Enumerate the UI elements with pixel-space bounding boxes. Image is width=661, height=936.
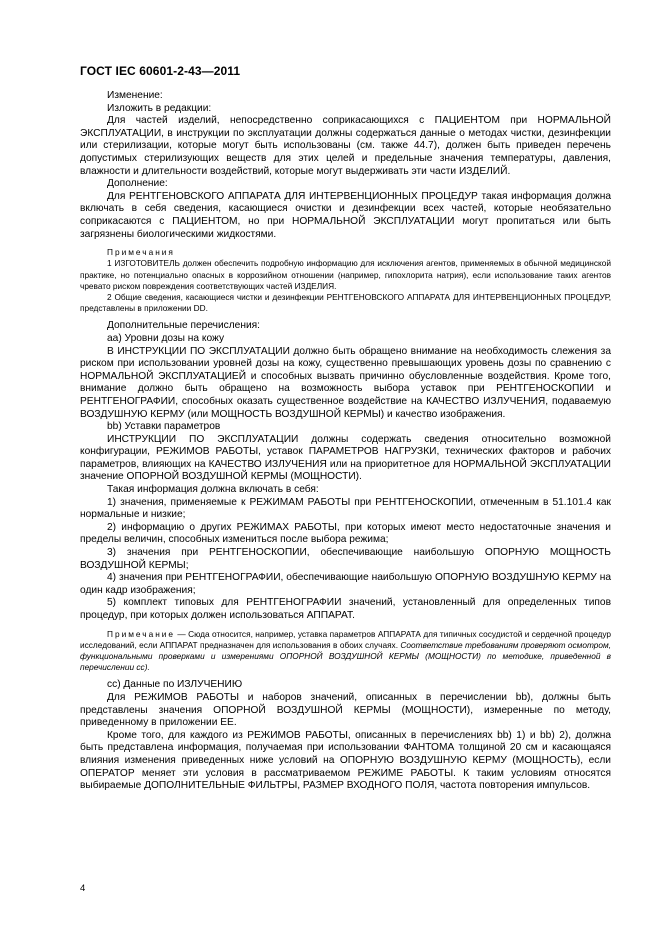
list-item: 2) информацию о других РЕЖИМАХ РАБОТЫ, при которых имеют место недостаточные значения и пределы величин, способных измениться после выбора режима;: [80, 521, 611, 546]
paragraph: ИНСТРУКЦИИ ПО ЭКСПЛУАТАЦИИ должны содержать сведения относительно возможной конфигурации, РЕЖИМОВ РАБОТЫ, уставок ПАРАМЕТРОВ НАГРУЗКИ, технических факторов и рабочих параметров, влияющих на КАЧЕСТВО ИЗЛУЧЕНИЯ или на приоритетное для НОРМАЛЬНОЙ ЭКСПЛУАТАЦИИ значение ОПОРНОЙ ВОЗДУШНОЙ КЕРМЫ (МОЩНОСТИ).: [80, 433, 611, 483]
paragraph: Дополнение:: [107, 178, 168, 190]
list-item: 5) комплект типовых для РЕНТГЕНОГРАФИИ значений, установленный для определенных типов процедур, при которых должен использоваться АППАРАТ.: [80, 597, 611, 621]
paragraph: Для частей изделий, непосредственно соприкасающихся с ПАЦИЕНТОМ при НОРМАЛЬНОЙ ЭКСПЛУАТАЦИИ, в инструкции по эксплуатации должны содержаться данные о методах чистки, дезинфекции или стерилизации, которые могут быть использованы (см. также 44.7), должен быть приведен перечень допустимых стерилизующих веществ для этих целей и предельные значения температуры, давления, влажности и длительности воздействий, которые могут выдерживать эти части ИЗДЕЛИЙ.: [80, 115, 611, 177]
paragraph: Для РЕНТГЕНОВСКОГО АППАРАТА ДЛЯ ИНТЕРВЕНЦИОННЫХ ПРОЦЕДУР такая информация должна включать в себя сведения, касающиеся очистки и дезинфекции всех частей, которые необязательно соприкасаются с ПАЦИЕНТОМ, но при НОРМАЛЬНОЙ ЭКСПЛУАТАЦИИ могут пропитаться или быть загрязнены биологическими жидкостями.: [80, 190, 611, 240]
list-item: 3) значения при РЕНТГЕНОСКОПИИ, обеспечивающие наибольшую ОПОРНУЮ МОЩНОСТЬ ВОЗДУШНОЙ КЕРМЫ;: [80, 547, 611, 571]
note-3: [80, 629, 611, 674]
note-3-compliance: Соответствие требованиям проверяют осмотром, функциональными проверками и измерениями ОПОРНОЙ ВОЗДУШНОЙ КЕРМЫ (МОЩНОСТИ) по методике, приведенной в перечислении сс).: [80, 639, 612, 673]
note-2: 2 Общие сведения, касающиеся чистки и дезинфекции РЕНТГЕНОВСКОГО АППАРАТА ДЛЯ ИНТЕРВЕНЦИОННЫХ ПРОЦЕДУР, представлены в приложении DD.: [80, 291, 611, 314]
document-body: [80, 90, 611, 793]
note-3-text: — Сюда относится, например, уставка параметров АППАРАТА для типичных сосудистой и сердечной процедур исследований, если АППАРАТ предназначен для использования в обоих случаях.: [80, 628, 611, 650]
list-item: 4) значения при РЕНТГЕНОГРАФИИ, обеспечивающие наибольшую ОПОРНУЮ ВОЗДУШНУЮ КЕРМУ на один кадр изображения;: [80, 572, 611, 596]
paragraph: Для РЕЖИМОВ РАБОТЫ и наборов значений, описанных в перечислении bb), должны быть представлены значения ОПОРНОЙ ВОЗДУШНОЙ КЕРМЫ (МОЩНОСТИ), измеренные по методу, приведенному в приложении ЕЕ.: [80, 692, 611, 729]
document-header: ГОСТ IEC 60601-2-43—2011: [80, 64, 241, 78]
paragraph: Такая информация должна включать в себя:: [107, 484, 319, 496]
paragraph: Дополнительные перечисления:: [107, 320, 261, 332]
notes-heading: Примечания: [107, 247, 175, 258]
list-heading-bb: bb) Уставки параметров: [107, 421, 221, 433]
paragraph: Изложить в редакции:: [107, 102, 212, 114]
list-heading-aa: аа) Уровни дозы на кожу: [107, 332, 225, 344]
paragraph: В ИНСТРУКЦИИ ПО ЭКСПЛУАТАЦИИ должно быть обращено внимание на необходимость слежения за риском при использовании уровней дозы на кожу, существенно превышающих уровень дозы по сравнению с НОРМАЛЬНОЙ ЭКСПЛУАТАЦИЕЙ и способных вызвать причинно обусловленные воздействия. Кроме того, внимание должно быть обращено на возможность выбора уставок при РЕНТГЕНОСКОПИИ и РЕНТГЕНОГРАФИИ, способных оказать существенное воздействие на КАЧЕСТВО ИЗЛУЧЕНИЯ, подаваемую ВОЗДУШНУЮ КЕРМУ (или МОЩНОСТЬ ВОЗДУШНОЙ КЕРМЫ) и качество изображения.: [80, 345, 611, 420]
paragraph: Кроме того, для каждого из РЕЖИМОВ РАБОТЫ, описанных в перечислениях bb) 1) и bb) 2), должна быть представлена информация, получаемая при использовании ФАНТОМА толщиной 20 см и касающаяся влияния изменения приведенных ниже условий на ОПОРНУЮ ВОЗДУШНУЮ КЕРМУ (МОЩНОСТЬ), если ОПЕРАТОР меняет эти условия в рассматриваемом РЕЖИМЕ РАБОТЫ. К таким условиям относятся выбираемые ДОПОЛНИТЕЛЬНЫЕ ФИЛЬТРЫ, РАЗМЕР ВХОДНОГО ПОЛЯ, частота повторения импульсов.: [80, 729, 611, 792]
list-item: 1) значения, применяемые к РЕЖИМАМ РАБОТЫ при РЕНТГЕНОСКОПИИ, отмеченным в 51.101.4 как нормальные и низкие;: [80, 496, 611, 521]
page-number: 4: [80, 883, 86, 894]
note-3-label: Примечание: [107, 628, 176, 639]
list-heading-cc: сс) Данные по ИЗЛУЧЕНИЮ: [107, 679, 243, 691]
note-1: 1 ИЗГОТОВИТЕЛЬ должен обеспечить подробную информацию для исключения агентов, применяемых в обычной медицинской практике, но потенциально опасных в коррозийном отношении (например, гипохлорита натрия), если использование таких агентов чревато риском повреждения соответствующих частей ИЗДЕЛИЯ.: [80, 258, 611, 291]
paragraph: Изменение:: [107, 90, 163, 101]
